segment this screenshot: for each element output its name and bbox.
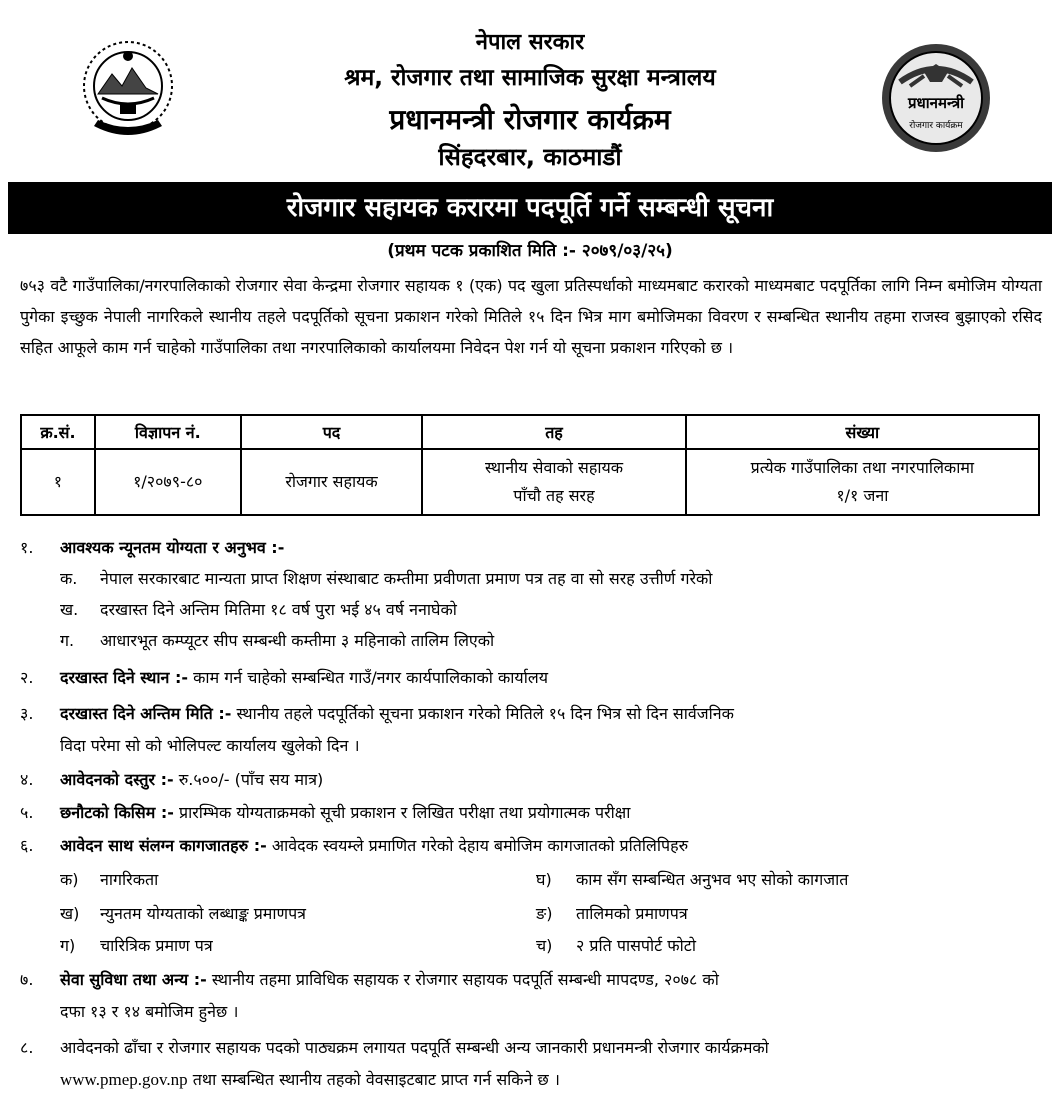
item-text: काम सँग सम्बन्धित अनुभव भए सोको कागजात <box>576 870 849 889</box>
item-key: च) <box>536 936 553 955</box>
section-text: तथा सम्बन्धित स्थानीय तहको वेवसाइटबाट प्राप्त गर्न सकिने छ । <box>187 1070 560 1089</box>
qualification-item <box>60 625 494 656</box>
section-title: दरखास्त दिने स्थान :- <box>60 668 189 687</box>
section-title: आवेदन साथ संलग्न कागजातहरु :- <box>60 836 267 855</box>
section-number: ८. <box>20 1038 34 1057</box>
section-title: सेवा सुविधा तथा अन्य :- <box>60 970 207 989</box>
document-item <box>536 864 848 895</box>
section-text: स्थानीय तहमा प्राविधिक सहायक र रोजगार सहायक पदपूर्ति सम्बन्धी मापदण्ड, २०७८ को <box>206 970 719 989</box>
advertisement-no-cell: १/२०७९-८० <box>95 449 241 515</box>
level-cell <box>422 449 685 515</box>
section-6 <box>20 830 1042 861</box>
qualification-item <box>60 594 457 625</box>
program-name: प्रधानमन्त्री रोजगार कार्यक्रम <box>389 103 671 136</box>
website-link[interactable]: www.pmep.gov.np <box>60 1070 188 1089</box>
pmep-logo-icon <box>880 42 992 154</box>
item-key: घ) <box>536 870 552 889</box>
item-key: ग. <box>60 631 75 650</box>
item-key: ग) <box>60 936 76 955</box>
document-item <box>536 930 696 961</box>
post-cell: रोजगार सहायक <box>241 449 423 515</box>
section-1 <box>20 532 1042 563</box>
item-key: ङ) <box>536 904 553 923</box>
item-key: ख) <box>60 904 80 923</box>
serial-cell: १ <box>21 449 95 515</box>
item-key: ख. <box>60 600 79 619</box>
notice-title-banner: रोजगार सहायक करारमा पदपूर्ति गर्ने सम्बन्धी सूचना <box>8 182 1052 234</box>
section-4 <box>20 764 1042 795</box>
government-name: नेपाल सरकार <box>475 30 585 55</box>
level-line: स्थानीय सेवाको सहायक <box>484 458 624 477</box>
section-text: आवेदनको ढाँचा र रोजगार सहायक पदको पाठ्यक्रम लगायत पदपूर्ति सम्बन्धी अन्य जानकारी प्रधानमन्त्री रोजगार कार्यक्रमको <box>60 1038 769 1057</box>
section-3 <box>20 698 1042 729</box>
section-number: ६. <box>20 836 34 855</box>
ministry-name: श्रम, रोजगार तथा सामाजिक सुरक्षा मन्त्रालय <box>344 65 716 91</box>
count-line: प्रत्येक गाउँपालिका तथा नगरपालिकामा <box>750 458 975 477</box>
document-item <box>536 898 688 929</box>
item-key: क) <box>60 870 79 889</box>
item-text: तालिमको प्रमाणपत्र <box>576 904 688 923</box>
count-line: १/१ जना <box>836 486 889 505</box>
publish-date: (प्रथम पटक प्रकाशित मिति :- २०७९/०३/२५) <box>387 241 673 261</box>
table-header-cell: विज्ञापन नं. <box>95 415 241 449</box>
section-title: आवेदनको दस्तुर :- <box>60 770 174 789</box>
section-5 <box>20 797 1042 828</box>
level-line: पाँचौ तह सरह <box>513 486 595 505</box>
section-number: २. <box>20 668 34 687</box>
item-text: चारित्रिक प्रमाण पत्र <box>100 936 213 955</box>
section-7 <box>20 964 1042 995</box>
logo-subtext: रोजगार कार्यक्रम <box>909 121 963 131</box>
section-title: छनौटको किसिम :- <box>60 803 174 822</box>
qualification-item <box>60 563 712 594</box>
section-number: ७. <box>20 970 34 989</box>
section-text: स्थानीय तहले पदपूर्तिको सूचना प्रकाशन गरेको मितिले १५ दिन भित्र सो दिन सार्वजनिक <box>231 704 734 723</box>
section-text: आवेदक स्वयम्ले प्रमाणित गरेको देहाय बमोजिम कागजातको प्रतिलिपिहरु <box>266 836 689 855</box>
document-item <box>60 864 158 895</box>
section-7-continued: दफा १३ र १४ बमोजिम हुनेछ । <box>60 1002 239 1021</box>
table-header-cell: क्र.सं. <box>21 415 95 449</box>
office-address: सिंहदरबार, काठमाडौं <box>438 143 622 171</box>
section-title: आवश्यक न्यूनतम योग्यता र अनुभव :- <box>60 538 285 557</box>
document-item <box>60 930 213 961</box>
item-text: नेपाल सरकारबाट मान्यता प्राप्त शिक्षण संस्थाबाट कम्तीमा प्रवीणता प्रमाण पत्र तह वा सो सरह उत्तीर्ण गरेको <box>100 569 713 588</box>
section-2 <box>20 662 1042 693</box>
table-header-cell: तह <box>422 415 685 449</box>
item-text: न्युनतम योग्यताको लब्धाङ्क प्रमाणपत्र <box>100 904 307 923</box>
section-title: दरखास्त दिने अन्तिम मिति :- <box>60 704 232 723</box>
document-item <box>60 898 306 929</box>
vacancy-table <box>20 414 1040 516</box>
section-number: ४. <box>20 770 34 789</box>
section-number: ३. <box>20 704 34 723</box>
section-8 <box>20 1032 1042 1063</box>
logo-text: प्रधानमन्त्री <box>908 94 964 112</box>
item-text: २ प्रति पासपोर्ट फोटो <box>576 936 696 955</box>
item-text: आधारभूत कम्प्यूटर सीप सम्बन्धी कम्तीमा ३ महिनाको तालिम लिएको <box>100 631 495 650</box>
count-cell <box>686 449 1039 515</box>
section-text: रु.५००/- (पाँच सय मात्र) <box>173 770 324 789</box>
section-number: १. <box>20 538 34 557</box>
section-number: ५. <box>20 803 34 822</box>
table-header-cell: पद <box>241 415 423 449</box>
section-3-continued: विदा परेमा सो को भोलिपल्ट कार्यालय खुलेको दिन । <box>60 736 360 755</box>
item-text: नागरिकता <box>100 870 159 889</box>
item-text: दरखास्त दिने अन्तिम मितिमा १८ वर्ष पुरा भई ४५ वर्ष ननाघेको <box>100 600 457 619</box>
table-header-cell: संख्या <box>686 415 1039 449</box>
header <box>0 0 1060 180</box>
item-key: क. <box>60 569 78 588</box>
table-row <box>21 449 1039 515</box>
section-8-continued <box>60 1064 1040 1095</box>
section-text: काम गर्न चाहेको सम्बन्धित गाउँ/नगर कार्यपालिकाको कार्यालय <box>188 668 548 687</box>
section-text: प्रारम्भिक योग्यताक्रमको सूची प्रकाशन र लिखित परीक्षा तथा प्रयोगात्मक परीक्षा <box>173 803 631 822</box>
intro-paragraph: ७५३ वटै गाउँपालिका/नगरपालिकाको रोजगार सेवा केन्द्रमा रोजगार सहायक १ (एक) पद खुला प्रतिस्पर्धाको माध्यमबाट करारको माध्यमबाट पदपूर्तिका लागि निम्न बमोजिम योग्यता पुगेका इच्छुक नेपाली नागरिकले स्थानीय तहले पदपूर्तिको सूचना प्रकाशन गरेको मितिले १५ दिन भित्र माग बमोजिमका विवरण र सम्बन्धित स्थानीय तहमा राजस्व बुझाएको रसिद सहित आफूले काम गर्न चाहेको गाउँपालिका तथा नगरपालिकाको कार्यालयमा निवेदन पेश गर्न यो सूचना प्रकाशन गरिएको छ । <box>20 276 1042 357</box>
table-header-row <box>21 415 1039 449</box>
